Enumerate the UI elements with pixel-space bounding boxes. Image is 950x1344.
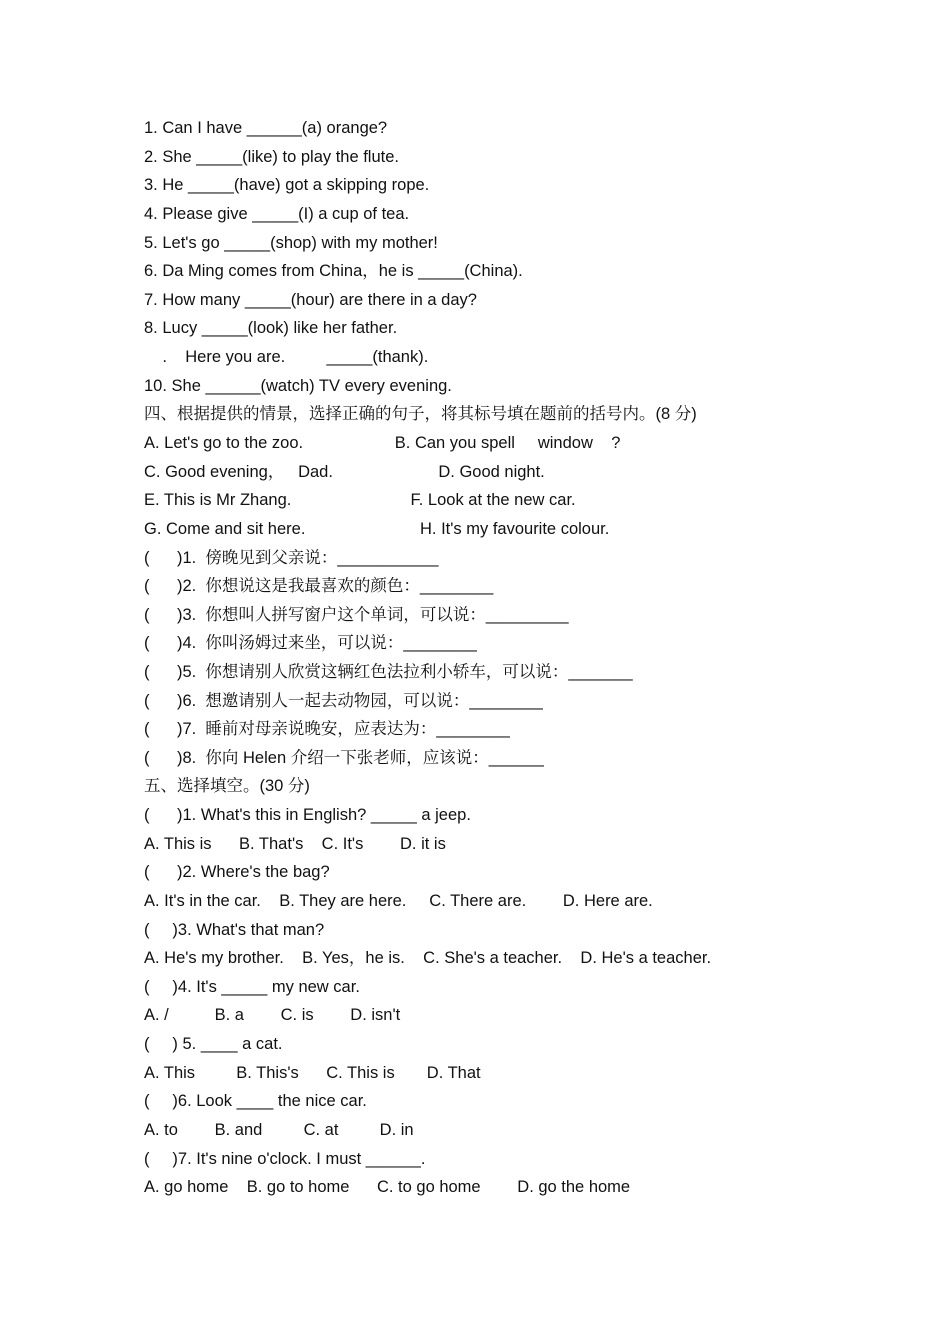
fill-item-3: 3. He _____(have) got a skipping rope. [144,176,430,194]
situation-item-1: ( )1. 傍晚见到父亲说：___________ [144,549,439,567]
choice-question-3: ( )3. What's that man? [144,921,325,939]
fill-item-4: 4. Please give _____(I) a cup of tea. [144,205,410,223]
situation-item-3: ( )3. 你想叫人拼写窗户这个单词，可以说：_________ [144,606,569,624]
choice-question-1: ( )1. What's this in English? _____ a jeep. [144,806,471,824]
choice-options-7: A. go home B. go to home C. to go home D. go the home [144,1178,631,1196]
choice-options-6: A. to B. and C. at D. in [144,1121,414,1139]
choice-options-3: A. He's my brother. B. Yes，he is. C. She's a teacher. D. He's a teacher. [144,949,712,967]
situation-item-4: ( )4. 你叫汤姆过来坐，可以说：________ [144,634,477,652]
choice-options-5: A. This B. This's C. This is D. That [144,1064,481,1082]
choice-question-4: ( )4. It's _____ my new car. [144,978,360,996]
fill-item-8: 8. Lucy _____(look) like her father. [144,319,398,337]
choice-question-5: ( ) 5. ____ a cat. [144,1035,283,1053]
option-row-cd: C. Good evening， Dad. D. Good night. [144,463,545,481]
fill-item-9: . Here you are. _____(thank). [144,348,429,366]
situation-item-6: ( )6. 想邀请别人一起去动物园，可以说：________ [144,692,543,710]
situation-item-2: ( )2. 你想说这是我最喜欢的颜色：________ [144,577,494,595]
choice-options-2: A. It's in the car. B. They are here. C. There are. D. Here are. [144,892,653,910]
choice-options-1: A. This is B. That's C. It's D. it is [144,835,446,853]
fill-item-10: 10. She ______(watch) TV every evening. [144,377,452,395]
situation-item-7: ( )7. 睡前对母亲说晚安，应表达为：________ [144,720,510,738]
option-row-ef: E. This is Mr Zhang. F. Look at the new car. [144,491,576,509]
choice-question-2: ( )2. Where's the bag? [144,863,330,881]
situation-item-8: ( )8. 你向 Helen 介绍一下张老师，应该说：______ [144,749,544,767]
fill-item-2: 2. She _____(like) to play the flute. [144,148,399,166]
fill-item-1: 1. Can I have ______(a) orange? [144,119,388,137]
fill-item-5: 5. Let's go _____(shop) with my mother! [144,234,438,252]
section-5-heading: 五、选择填空。(30 分) [144,777,310,795]
situation-item-5: ( )5. 你想请别人欣赏这辆红色法拉利小轿车，可以说：_______ [144,663,633,681]
option-row-ab: A. Let's go to the zoo. B. Can you spell window ? [144,434,621,452]
fill-item-6: 6. Da Ming comes from China，he is _____(China). [144,262,523,280]
fill-item-7: 7. How many _____(hour) are there in a day? [144,291,477,309]
choice-options-4: A. / B. a C. is D. isn't [144,1006,401,1024]
choice-question-7: ( )7. It's nine o'clock. I must ______. [144,1150,426,1168]
choice-question-6: ( )6. Look ____ the nice car. [144,1092,367,1110]
option-row-gh: G. Come and sit here. H. It's my favourite colour. [144,520,610,538]
section-4-heading: 四、根据提供的情景，选择正确的句子，将其标号填在题前的括号内。(8 分) [144,405,697,423]
